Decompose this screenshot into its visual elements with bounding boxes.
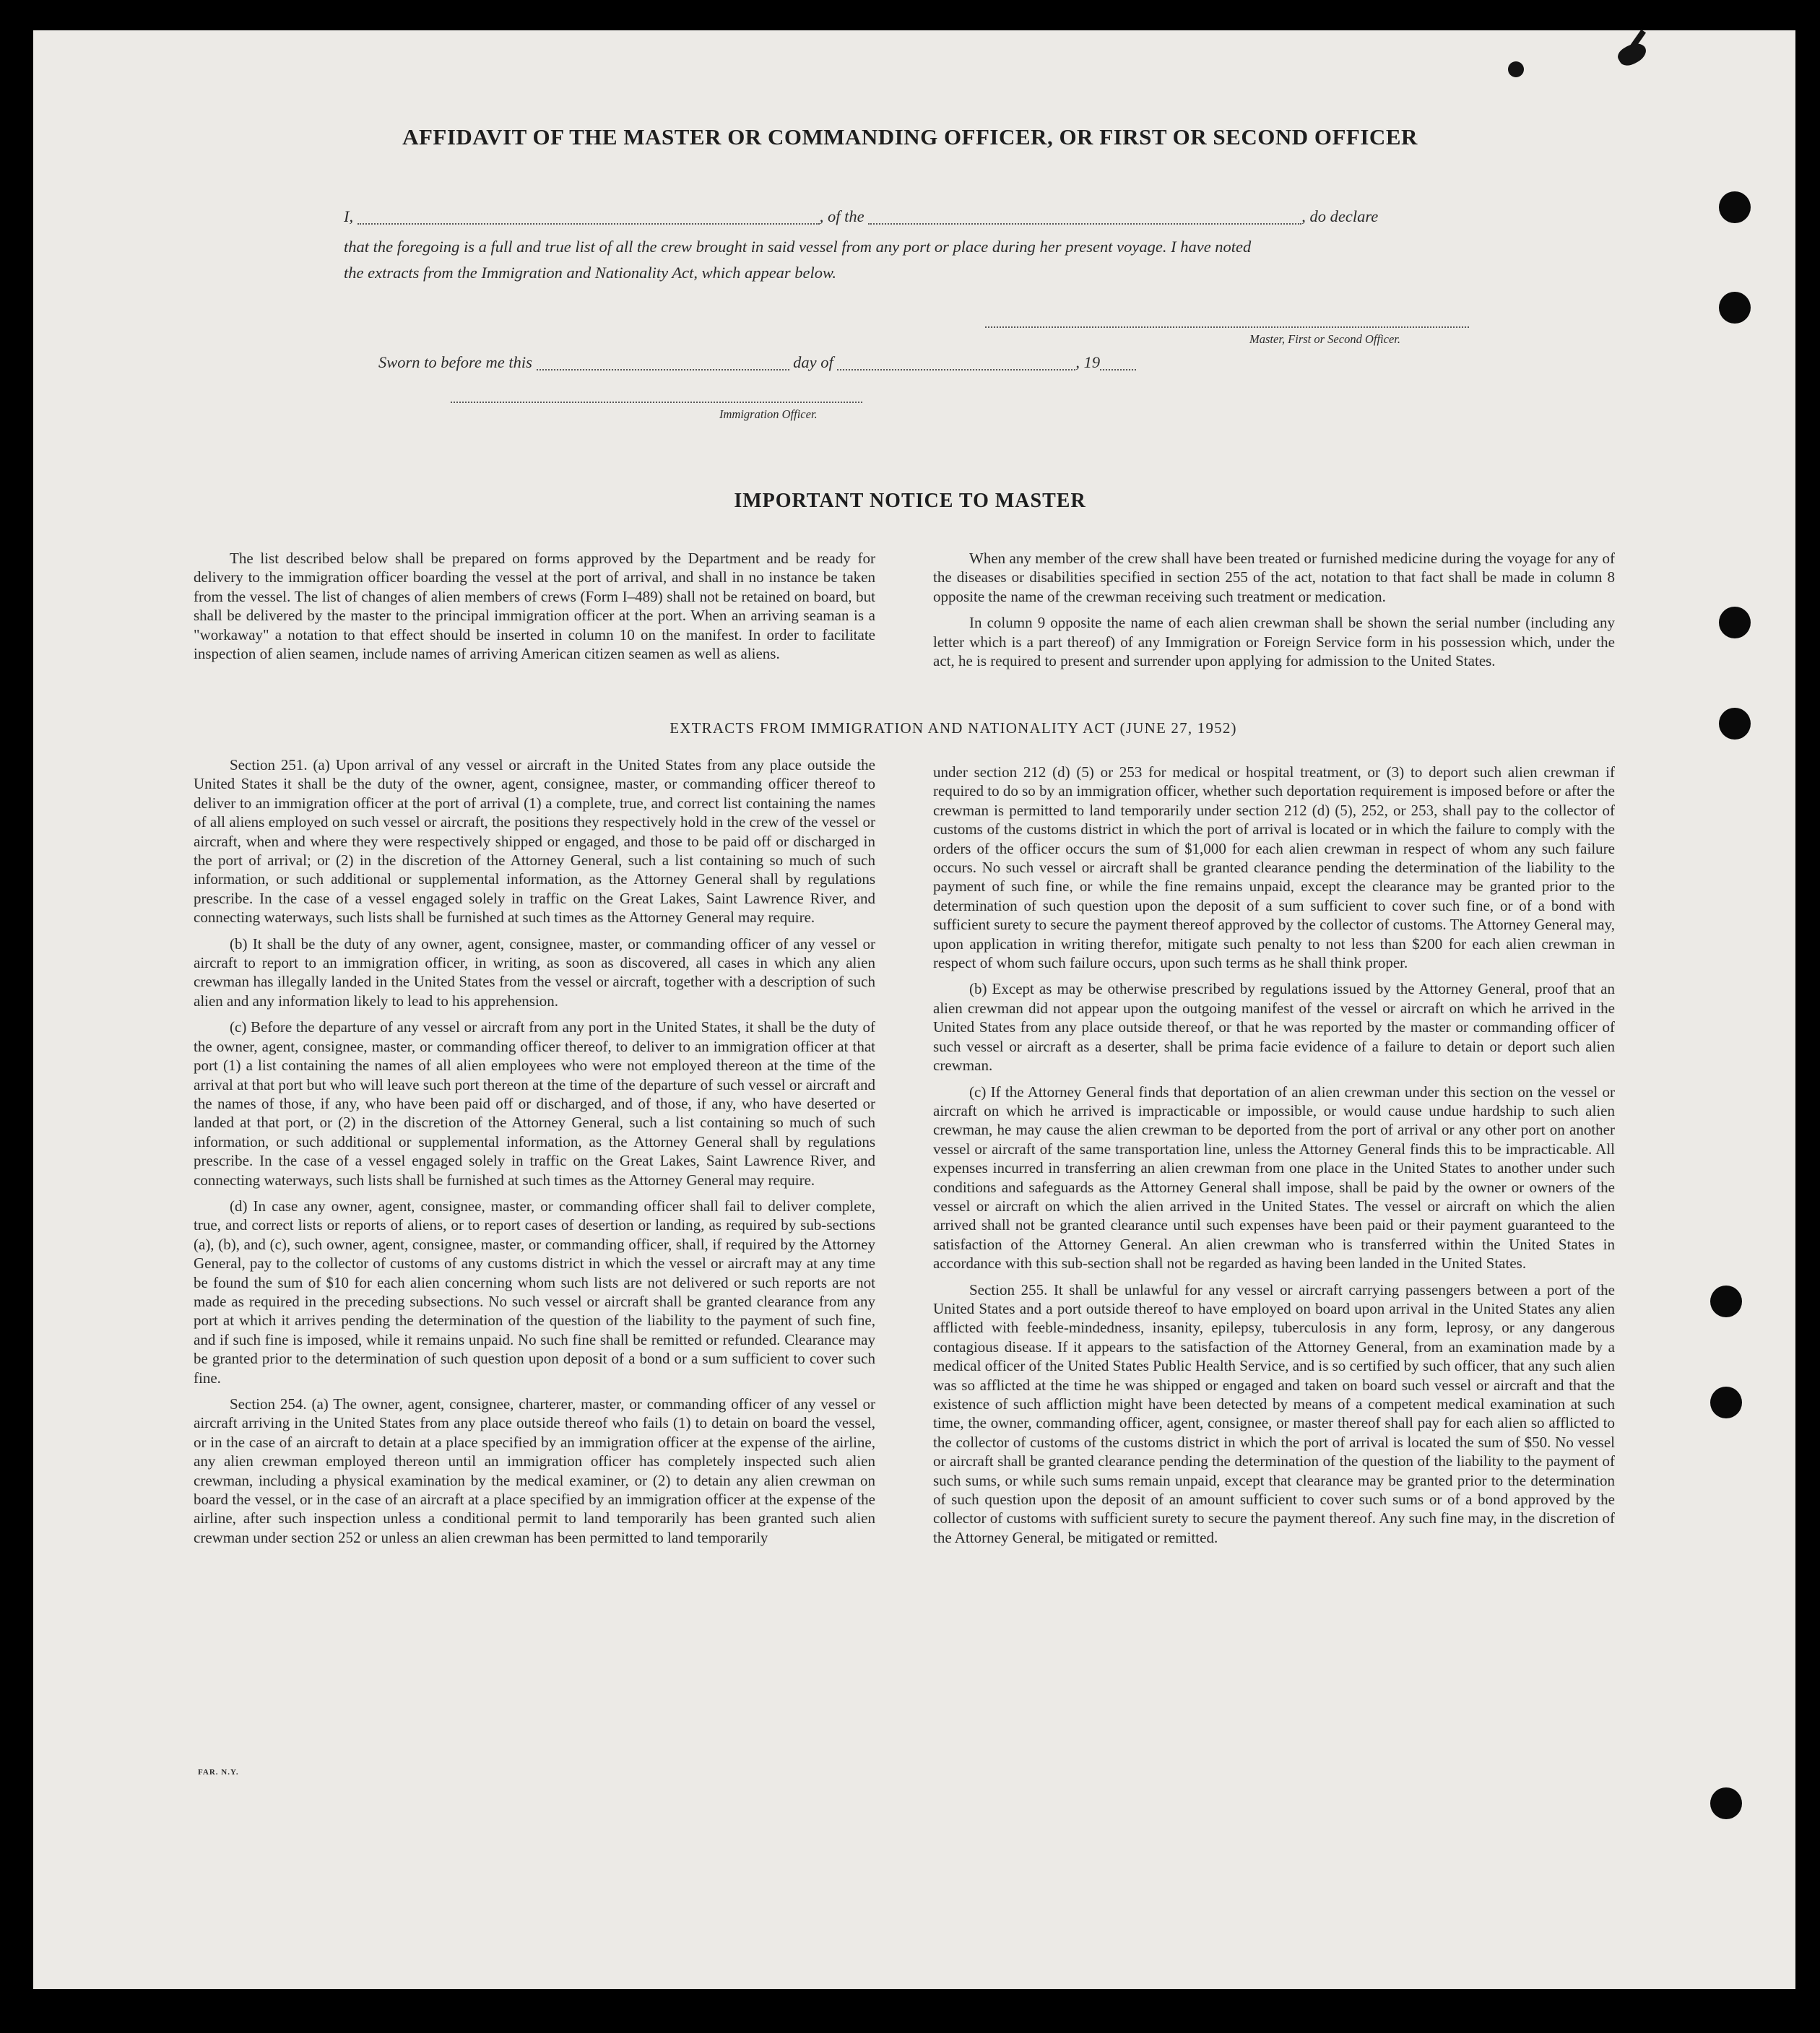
notice-paragraph: In column 9 opposite the name of each alien crewman shall be shown the serial number (including any letter which is a part thereof) of any Immigration or Foreign Service form in his possession which, under the act, he is required to present and surrender upon applying for admission to the United States. — [933, 614, 1615, 670]
declaration-line-1 — [344, 204, 1470, 230]
declaration-of-the: , of the — [819, 207, 864, 225]
declaration-do-declare: , do declare — [1301, 207, 1379, 225]
punch-hole — [1710, 1387, 1742, 1418]
vessel-field[interactable] — [868, 212, 1301, 225]
extracts-right-column — [933, 763, 1615, 1554]
printer-mark: FAR. N.Y. — [198, 1768, 239, 1777]
notice-right-column — [933, 549, 1615, 677]
punch-hole — [1719, 708, 1751, 740]
master-signature-line[interactable] — [985, 326, 1469, 328]
section-paragraph: (d) In case any owner, agent, consignee, master, or commanding officer shall fail to deliver complete, true, and correct lists or reports of aliens, or to report cases of desertion or landing, as required by sub-sections (a), (b), and (c), such owner, agent, consignee, master, or commanding officer, shall, if required by the Attorney General, pay to the collector of customs of any customs district in which the vessel or aircraft may at any time be found the sum of $10 for each alien concerning whom such lists are not delivered or such reports are not made as required in the preceding subsections. No such vessel or aircraft shall be granted clearance from any port at which it arrives pending the determination of the question of the liability to the payment of such fine, and if such fine is imposed, while it remains unpaid. No such fine shall be remitted or refunded. Clearance may be granted prior to the determination of such question upon deposit of a bond or a sum sufficient to cover such fine. — [194, 1197, 875, 1387]
master-caption: Master, First or Second Officer. — [1249, 332, 1400, 346]
sworn-line — [378, 350, 1505, 376]
document-title: AFFIDAVIT OF THE MASTER OR COMMANDING OFFICER, OR FIRST OR SECOND OFFICER — [402, 124, 1418, 149]
section-paragraph: Section 251. (a) Upon arrival of any vessel or aircraft in the United States from any place outside the United States it shall be the duty of the owner, agent, consignee, master, or commanding officer thereof to deliver to an immigration officer at the port of arrival (1) a complete, true, and correct list containing the names of all aliens employed on such vessel or aircraft, the positions they respectively hold in the crew of the vessel or aircraft, when and where they were respectively shipped or engaged, and those to be paid off or discharged in the port of arrival; or (2) in the discretion of the Attorney General, such a list containing so much of such information, or such additional or supplemental information, as the Attorney General shall by regulations prescribe. In the case of a vessel engaged solely in traffic on the Great Lakes, Saint Lawrence River, and connecting waterways, such lists shall be furnished at such times as the Attorney General may require. — [194, 756, 875, 927]
punch-hole — [1719, 607, 1751, 638]
punch-hole — [1719, 191, 1751, 223]
section-paragraph: Section 255. It shall be unlawful for any vessel or aircraft carrying passengers between a port of the United States and a port outside thereof to have employed on board upon arrival in the United States any alien afflicted with feeble-mindedness, insanity, epilepsy, tuberculosis in any form, leprosy, or any dangerous contagious disease. If it appears to the satisfaction of the Attorney General, from an examination made by a medical officer of the United States Public Health Service, and is so certified by such officer, that any such alien was so afflicted at the time he was shipped or engaged and taken on board such vessel or aircraft and that the existence of such affliction might have been detected by means of a competent medical examination at such time, the owner, commanding officer, agent, consignee, or master thereof shall pay for each alien so afflicted to the collector of customs of the customs district in which the port of arrival is located the sum of $50. No vessel or aircraft shall be granted clearance pending the determination of the question of the liability to the payment of such sums, or while such sums remain unpaid, except that clearance may be granted prior to the determination of such question upon the deposit of an amount sufficient to cover such sums or of a bond approved by the collector of customs with sufficient surety to secure the payment thereof. Any such fine may, in the discretion of the Attorney General, be mitigated or remitted. — [933, 1280, 1615, 1546]
sworn-label: Sworn to before me this — [378, 353, 532, 371]
section-paragraph: (c) Before the departure of any vessel or aircraft from any port in the United States, it shall be the duty of the owner, agent, consignee, master, or commanding officer thereof, to deliver to an immigration officer at that port (1) a list containing the names of all alien employees who were not employed thereon at the time of the arrival at that port but who will leave such port thereon at the time of the departure of such vessel or aircraft and the names of those, if any, who have been paid off or discharged, and of those, if any, who have deserted or landed at that port, or (2) in the discretion of the Attorney General, such a list containing so much of such information, or such additional or supplemental information, as the Attorney General shall by regulations prescribe. In the case of a vessel engaged solely in traffic on the Great Lakes, Saint Lawrence River, and connecting waterways, such lists shall be furnished at such times as the Attorney General may require. — [194, 1018, 875, 1189]
notice-left-column — [194, 549, 875, 670]
extracts-title: EXTRACTS FROM IMMIGRATION AND NATIONALITY ACT (JUNE 27, 1952) — [670, 719, 1237, 737]
year-label: , 19 — [1075, 353, 1101, 371]
punch-hole — [1719, 292, 1751, 324]
name-field[interactable] — [358, 212, 820, 225]
declaration-i: I, — [344, 207, 354, 225]
declaration-line-2: that the foregoing is a full and true list of all the crew brought in said vessel from any port or place during her present voyage. I have noted — [344, 238, 1252, 256]
declaration-line-3: the extracts from the Immigration and Nationality Act, which appear below. — [344, 264, 837, 282]
officer-caption: Immigration Officer. — [719, 407, 818, 421]
section-paragraph: (b) Except as may be otherwise prescribed by regulations issued by the Attorney General, proof that an alien crewman did not appear upon the outgoing manifest of the vessel or aircraft on which he arrived in the United States from any place outside thereof, or that he was reported by the master or commanding officer of such vessel or aircraft as a deserter, shall be prima facie evidence of a failure to detain or deport such alien crewman. — [933, 980, 1615, 1075]
punch-hole — [1710, 1787, 1742, 1819]
sworn-day-field[interactable] — [537, 357, 789, 370]
sworn-year-field[interactable] — [1100, 357, 1136, 370]
day-of-label: day of — [793, 353, 833, 371]
notice-title: IMPORTANT NOTICE TO MASTER — [734, 490, 1086, 512]
notice-paragraph: When any member of the crew shall have been treated or furnished medicine during the voyage for any of the diseases or disabilities specified in section 255 of the act, notation to that fact shall be made in column 8 opposite the name of the crewman receiving such treatment or medication. — [933, 550, 1615, 605]
section-paragraph: Section 254. (a) The owner, agent, consignee, charterer, master, or commanding officer of any vessel or aircraft arriving in the United States from any place outside thereof who fails (1) to detain on board the vessel, or in the case of an aircraft to detain at a place specified by an immigration officer at the expense of the airline, any alien crewman employed thereon until an immigration officer has completely inspected such alien crewman, including a physical examination by the medical examiner, or (2) to detain any alien crewman on board the vessel, or in the case of an aircraft at a place specified by an immigration officer at the expense of the airline, after such inspection unless a conditional permit to land temporarily has been granted such alien crewman under section 252 or unless an alien crewman has been permitted to land temporarily — [194, 1395, 875, 1546]
punch-hole — [1710, 1286, 1742, 1317]
notice-paragraph: The list described below shall be prepared on forms approved by the Department and be ready for delivery to the immigration officer boarding the vessel at the port of arrival, and shall in no instance be taken from the vessel. The list of changes of alien members of crews (Form I–489) shall not be retained on board, but shall be delivered by the master to the principal immigration officer at the port. When an arriving seaman is a "workaway" a notation to that effect should be inserted in column 10 on the manifest. In order to facilitate inspection of alien seamen, include names of arriving American citizen seamen as well as aliens. — [194, 550, 875, 663]
officer-signature-line[interactable] — [451, 402, 862, 403]
ink-mark — [1508, 61, 1524, 77]
section-paragraph: (b) It shall be the duty of any owner, agent, consignee, master, or commanding officer of any vessel or aircraft to report to an immigration officer, in writing, as soon as discovered, all cases in which any alien crewman has illegally landed in the United States from the vessel or aircraft, together with a description of such alien and any information likely to lead to his apprehension. — [194, 935, 875, 1010]
sworn-month-field[interactable] — [837, 357, 1075, 370]
section-paragraph: (c) If the Attorney General finds that deportation of an alien crewman under this section on the vessel or aircraft on which he arrived is impracticable or impossible, or would cause undue hardship to such alien crewman, he may cause the alien crewman to be deported from the port of arrival or any other port on another vessel or aircraft of the same transportation line, unless the Attorney General finds this to be impracticable. All expenses incurred in transferring an alien crewman from one place in the United States to another under such conditions and safeguards as the Attorney General shall impose, shall be paid by the owner or owners of the vessel or aircraft on which the alien arrived in the United States. The vessel or aircraft on which the alien arrived shall not be granted clearance until such expenses have been paid or their payment guaranteed to the satisfaction of the Attorney General. An alien crewman who is transferred within the United States in accordance with this sub-section shall not be regarded as having been landed in the United States. — [933, 1083, 1615, 1273]
extracts-left-column — [194, 755, 875, 1554]
section-paragraph: under section 212 (d) (5) or 253 for medical or hospital treatment, or (3) to deport such alien crewman if required to do so by an immigration officer, whether such deportation requirement is imposed before or after the crewman is permitted to land temporarily under section 212 (d) (5), 252, or 253, shall pay to the collector of customs of the customs district in which the port of arrival is located or in which the failure to comply with the orders of the officer occurs the sum of $1,000 for each alien crewman in respect of whom any such failure occurs. No such vessel or aircraft shall be granted clearance pending the determination of the liability to the payment of such fine, or while the fine remains unpaid, except the clearance may be granted prior to the determination of such question upon the deposit of a sum sufficient to cover such fine, or of a bond with sufficient surety to secure the payment thereof approved by the collector of customs. The Attorney General may, upon application in writing therefor, mitigate such penalty to not less than $200 for each alien crewman in respect of whom such failure occurs, upon such terms as he shall think proper. — [933, 763, 1615, 972]
